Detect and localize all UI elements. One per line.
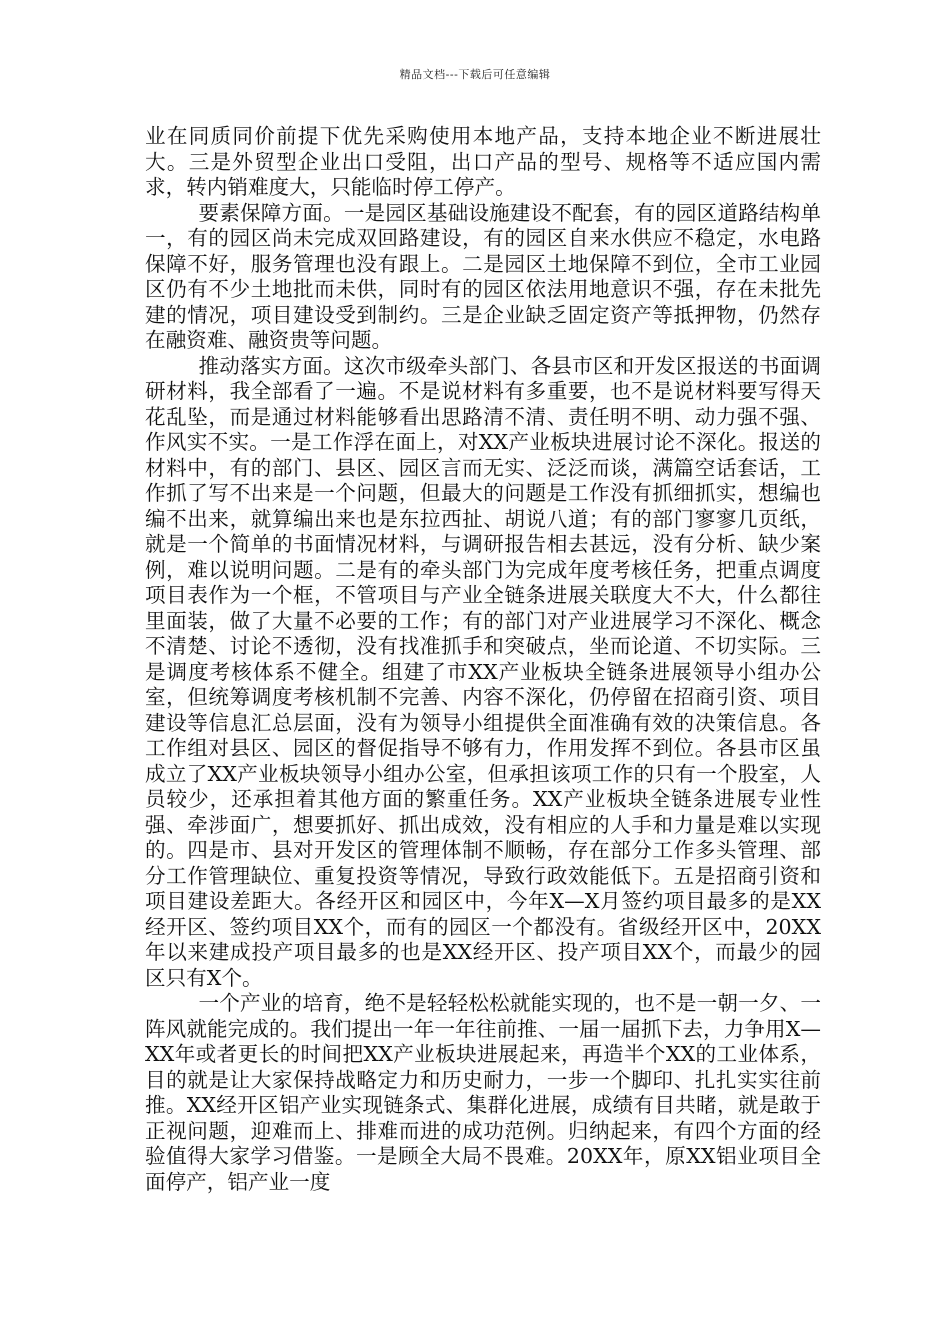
paragraph-1: 业在同质同价前提下优先采购使用本地产品，支持本地企业不断进展壮大。三是外贸型企业出口受阻，出口产品的型号、规格等不适应国内需求，转内销难度大，只能临时停工停产。: [145, 124, 821, 199]
paragraph-4: 一个产业的培育，绝不是轻轻松松就能实现的，也不是一朝一夕、一阵风就能完成的。我们提出一年一年往前推、一届一届抓下去，力争用X—XX年或者更长的时间把XX产业板块进展起来，再造半个XX的工业体系，目的就是让大家保持战略定力和历史耐力，一步一个脚印、扎扎实实往前推。XX经开区铝产业实现链条式、集群化进展，成绩有目共睹，就是敢于正视问题，迎难而上、排难而进的成功范例。归纳起来，有四个方面的经验值得大家学习借鉴。一是顾全大局不畏难。20XX年，原XX铝业项目全面停产，铝产业一度: [145, 991, 821, 1194]
paragraph-2: 要素保障方面。一是园区基础设施建设不配套，有的园区道路结构单一，有的园区尚未完成双回路建设，有的园区自来水供应不稳定，水电路保障不好，服务管理也没有跟上。二是园区土地保障不到位，全市工业园区仍有不少土地批而未供，同时有的园区依法用地意识不强，存在未批先建的情况，项目建设受到制约。三是企业缺乏固定资产等抵押物，仍然存在融资难、融资贵等问题。: [145, 200, 821, 352]
document-body: [145, 124, 821, 1195]
page-header: 精品文档---下载后可任意编辑: [399, 68, 551, 81]
paragraph-3: 推动落实方面。这次市级牵头部门、各县市区和开发区报送的书面调研材料，我全部看了一遍。不是说材料有多重要，也不是说材料要写得天花乱坠，而是通过材料能够看出思路清不清、责任明不明、动力强不强、作风实不实。一是工作浮在面上，对XX产业板块进展讨论不深化。报送的材料中，有的部门、县区、园区言而无实、泛泛而谈，满篇空话套话，工作抓了写不出来是一个问题，但最大的问题是工作没有抓细抓实，想编也编不出来，就算编出来也是东拉西扯、胡说八道；有的部门寥寥几页纸，就是一个简单的书面情况材料，与调研报告相去甚远，没有分析、缺少案例，难以说明问题。二是有的牵头部门为完成年度考核任务，把重点调度项目表作为一个框，不管项目与产业全链条进展关联度大不大，什么都往里面装，做了大量不必要的工作；有的部门对产业进展学习不深化、概念不清楚、讨论不透彻，没有找准抓手和突破点，坐而论道、不切实际。三是调度考核体系不健全。组建了市XX产业板块全链条进展领导小组办公室，但统筹调度考核机制不完善、内容不深化，仍停留在招商引资、项目建设等信息汇总层面，没有为领导小组提供全面准确有效的决策信息。各工作组对县区、园区的督促指导不够有力，作用发挥不到位。各县市区虽成立了XX产业板块领导小组办公室，但承担该项工作的只有一个股室，人员较少，还承担着其他方面的繁重任务。XX产业板块全链条进展专业性强、牵涉面广，想要抓好、抓出成效，没有相应的人手和力量是难以实现的。四是市、县对开发区的管理体制不顺畅，存在部分工作多头管理、部分工作管理缺位、重复投资等情况，导致行政效能低下。五是招商引资和项目建设差距大。各经开区和园区中，今年X—X月签约项目最多的是XX经开区、签约项目XX个，而有的园区一个都没有。省级经开区中，20XX年以来建成投产项目最多的也是XX经开区、投产项目XX个，而最少的园区只有X个。: [145, 353, 821, 990]
